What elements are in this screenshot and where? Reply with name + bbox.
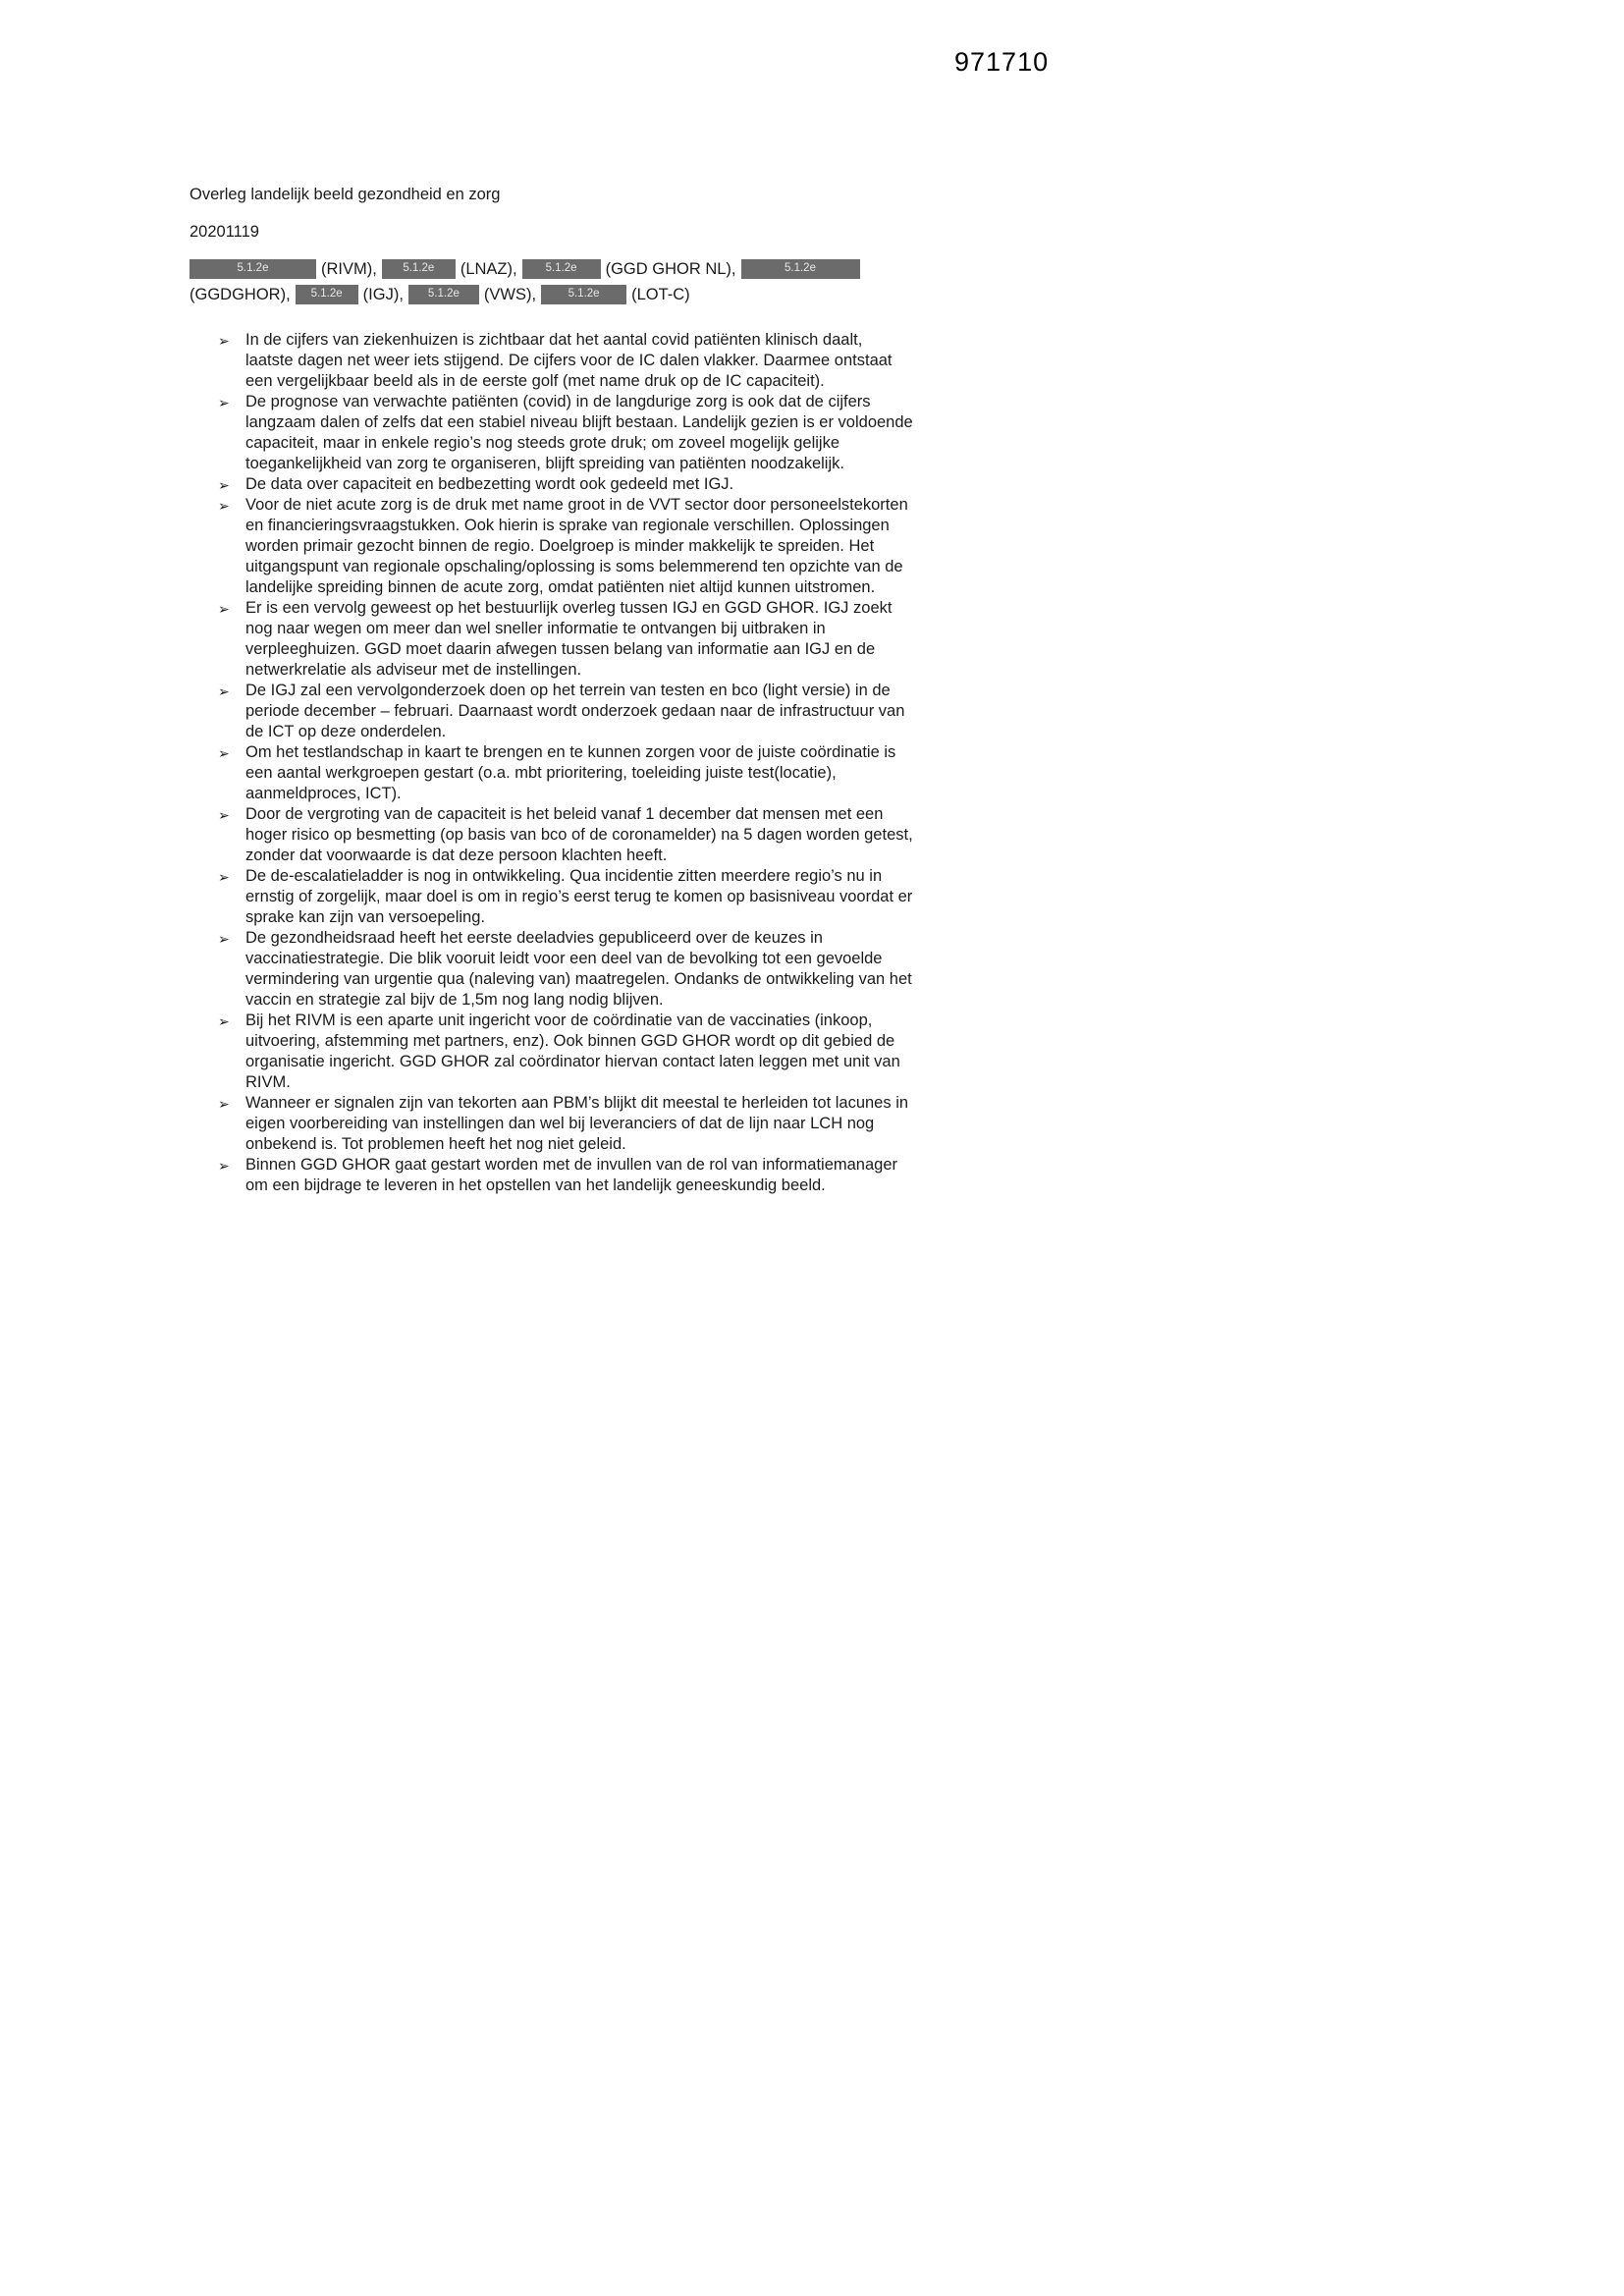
bullet-arrow-icon: ➢	[218, 333, 230, 349]
redaction-label: 5.1.2e	[310, 288, 343, 301]
bullet-arrow-icon: ➢	[218, 477, 230, 493]
redaction-box	[382, 259, 456, 279]
attendees-section	[189, 256, 913, 307]
list-item	[189, 681, 913, 742]
list-item	[189, 474, 913, 495]
list-item	[189, 1155, 913, 1196]
redaction-box	[408, 285, 479, 304]
bullet-text: De prognose van verwachte patiënten (covid) in de langdurige zorg is ook dat de cijfers langzaam dalen of zelfs dat een stabiel niveau blijft bestaan. Landelijk gezien is er voldoende capaciteit, maar in enkele regio’s nog steeds grote druk; om zoveel mogelijk gelijke toegankelijkheid van zorg te organiseren, blijft spreiding van patiënten noodzakelijk.	[245, 393, 913, 472]
attendee-org: (RIVM),	[321, 259, 377, 278]
redaction-label: 5.1.2e	[427, 288, 460, 301]
redaction-box	[741, 259, 860, 279]
list-item	[189, 866, 913, 928]
bullet-arrow-icon: ➢	[218, 1158, 230, 1174]
redaction-box	[522, 259, 601, 279]
bullet-text: De gezondheidsraad heeft het eerste deeladvies gepubliceerd over de keuzes in vaccinatiestrategie. Die blik vooruit leidt voor een deel van de bevolking tot een gevoelde vermindering van urgentie qua (naleving van) maatregelen. Ondanks de ontwikkeling van het vaccin en strategie zal bijv de 1,5m nog lang nodig blijven.	[245, 929, 912, 1009]
list-item	[189, 598, 913, 681]
bullet-text: Voor de niet acute zorg is de druk met name groot in de VVT sector door personeelstekorten en financieringsvraagstukken. Ook hierin is sprake van regionale verschillen. Oplossingen worden primair gezocht binnen de regio. Doelgroep is minder makkelijk te spreiden. Het uitgangspunt van regionale opschaling/oplossing is soms belemmerend ten opzichte van de landelijke spreiding binnen de acute zorg, omdat patiënten niet altijd kunnen uitstromen.	[245, 496, 908, 596]
redaction-label: 5.1.2e	[545, 262, 577, 275]
bullet-arrow-icon: ➢	[218, 498, 230, 514]
redaction-label: 5.1.2e	[237, 262, 269, 275]
attendee-line	[189, 282, 913, 307]
bullet-arrow-icon: ➢	[218, 807, 230, 823]
bullet-text: Er is een vervolg geweest op het bestuurlijk overleg tussen IGJ en GGD GHOR. IGJ zoekt nog naar wegen om meer dan wel sneller informatie te ontvangen bij uitbraken in verpleeghuizen. GGD moet daarin afwegen tussen belang van informatie aan IGJ en de netwerkrelatie als adviseur met de instellingen.	[245, 599, 893, 679]
bullet-text: In de cijfers van ziekenhuizen is zichtbaar dat het aantal covid patiënten klinisch daalt, laatste dagen net weer iets stijgend. De cijfers voor de IC dalen vlakker. Daarmee ontstaat een vergelijkbaar beeld als in de eerste golf (met name druk op de IC capaciteit).	[245, 331, 893, 390]
bullet-text: Om het testlandschap in kaart te brengen en te kunnen zorgen voor de juiste coördinatie is een aantal werkgroepen gestart (o.a. mbt prioritering, toeleiding juiste test(locatie), aanmeldproces, ICT).	[245, 743, 896, 802]
bullet-arrow-icon: ➢	[218, 395, 230, 410]
page-title: Overleg landelijk beeld gezondheid en zorg	[189, 186, 501, 203]
bullet-text: De data over capaciteit en bedbezetting wordt ook gedeeld met IGJ.	[245, 475, 734, 493]
redaction-box	[189, 259, 316, 279]
attendee-org: (GGD GHOR NL),	[605, 259, 736, 278]
bullet-arrow-icon: ➢	[218, 931, 230, 947]
bullet-arrow-icon: ➢	[218, 683, 230, 699]
redaction-box	[541, 285, 626, 304]
redaction-label: 5.1.2e	[568, 288, 600, 301]
bullet-text: Bij het RIVM is een aparte unit ingericht voor de coördinatie van de vaccinaties (inkoop, uitvoering, afstemming met partners, enz). Ook binnen GGD GHOR wordt op dit gebied de organisatie ingericht. GGD GHOR zal coördinator hiervan contact laten leggen met unit van RIVM.	[245, 1011, 900, 1091]
bullet-arrow-icon: ➢	[218, 745, 230, 761]
redaction-box	[296, 285, 358, 304]
list-item	[189, 1011, 913, 1093]
attendee-org: (VWS),	[483, 285, 537, 303]
attendee-org: (LOT-C)	[631, 285, 690, 303]
list-item	[189, 392, 913, 474]
redaction-label: 5.1.2e	[403, 262, 435, 275]
attendee-line	[189, 256, 913, 282]
bullet-text: Door de vergroting van de capaciteit is het beleid vanaf 1 december dat mensen met een hoger risico op besmetting (op basis van bco of de coronamelder) na 5 dagen worden getest, zonder dat voorwaarde is dat deze persoon klachten heeft.	[245, 805, 913, 864]
bullet-text: De de-escalatieladder is nog in ontwikkeling. Qua incidentie zitten meerdere regio’s nu in ernstig of zorgelijk, maar doel is om in regio’s eerst terug te komen op basisniveau voordat er sprake kan zijn van versoepeling.	[245, 867, 913, 926]
document-content	[189, 185, 913, 1196]
list-item	[189, 928, 913, 1011]
meeting-date: 20201119	[189, 223, 259, 241]
bullet-text: Binnen GGD GHOR gaat gestart worden met de invullen van de rol van informatiemanager om een bijdrage te leveren in het opstellen van het landelijk geneeskundig beeld.	[245, 1156, 898, 1194]
attendee-org: (LNAZ),	[460, 259, 517, 278]
list-item	[189, 495, 913, 598]
doc-number: 971710	[954, 47, 1050, 77]
list-item	[189, 1093, 913, 1155]
redaction-label: 5.1.2e	[785, 262, 816, 275]
bullet-list	[189, 330, 913, 1196]
bullet-arrow-icon: ➢	[218, 1013, 230, 1029]
bullet-text: De IGJ zal een vervolgonderzoek doen op het terrein van testen en bco (light versie) in de periode december – februari. Daarnaast wordt onderzoek gedaan naar de infrastructuur van de ICT op deze onderdelen.	[245, 682, 905, 740]
bullet-text: Wanneer er signalen zijn van tekorten aan PBM’s blijkt dit meestal te herleiden tot lacunes in eigen voorbereiding van instellingen dan wel bij leveranciers of dat de lijn naar LCH nog onbekend is. Tot problemen heeft het nog niet geleid.	[245, 1094, 909, 1153]
list-item	[189, 804, 913, 866]
bullet-arrow-icon: ➢	[218, 869, 230, 885]
list-item	[189, 330, 913, 392]
attendee-org: (IGJ),	[362, 285, 404, 303]
list-item	[189, 742, 913, 804]
bullet-arrow-icon: ➢	[218, 1096, 230, 1112]
attendee-org: (GGDGHOR),	[189, 285, 291, 303]
bullet-arrow-icon: ➢	[218, 601, 230, 617]
